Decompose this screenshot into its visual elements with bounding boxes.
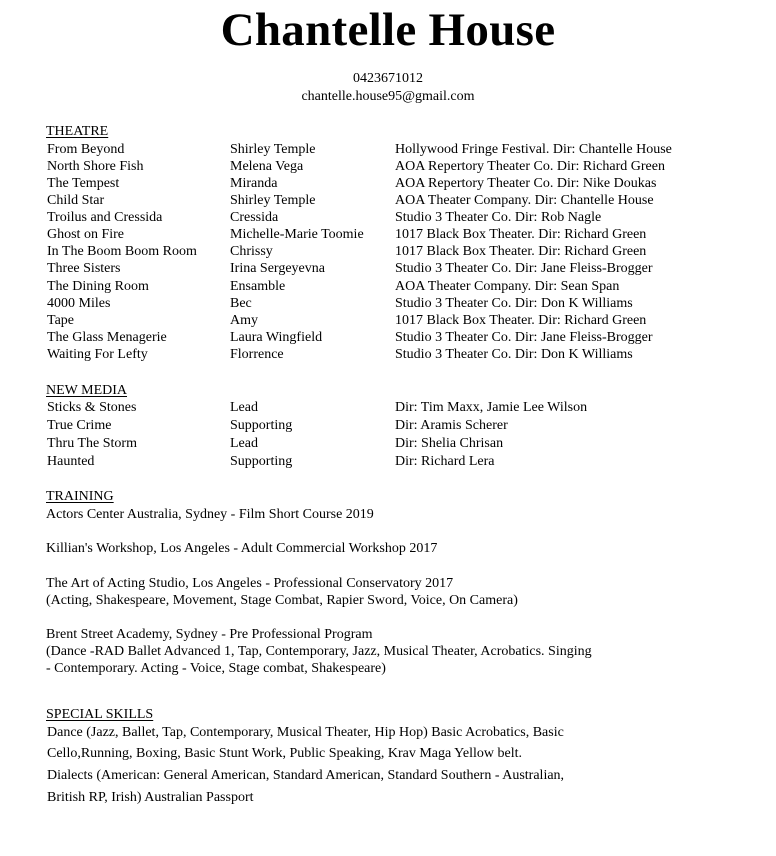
role: Irina Sergeyevna xyxy=(230,261,325,276)
company-director: AOA Repertory Theater Co. Dir: Nike Doukas xyxy=(395,176,657,191)
company-director: 1017 Black Box Theater. Dir: Richard Green xyxy=(395,244,647,259)
company-director: 1017 Black Box Theater. Dir: Richard Green xyxy=(395,313,647,328)
role: Lead xyxy=(230,400,258,415)
theatre-row xyxy=(0,209,776,226)
role: Miranda xyxy=(230,176,278,191)
actor-name: Chantelle House xyxy=(220,4,556,56)
company-director: Hollywood Fringe Festival. Dir: Chantelle House xyxy=(395,142,672,157)
phone-number: 0423671012 xyxy=(353,71,423,86)
production-title: Child Star xyxy=(47,193,105,208)
role: Supporting xyxy=(230,418,293,433)
production-title: Ghost on Fire xyxy=(47,227,124,242)
company-director: Studio 3 Theater Co. Dir: Don K Williams xyxy=(395,347,633,362)
role: Shirley Temple xyxy=(230,142,316,157)
theatre-row xyxy=(0,295,776,312)
theatre-row xyxy=(0,346,776,363)
skills-line: Dialects (American: General American, Standard American, Standard Southern - Australian, xyxy=(47,768,565,783)
role: Melena Vega xyxy=(230,159,304,174)
role: Ensamble xyxy=(230,279,286,294)
company-director: Studio 3 Theater Co. Dir: Jane Fleiss-Brogger xyxy=(395,330,653,345)
new-media-row xyxy=(0,399,776,417)
production-title: True Crime xyxy=(47,418,112,433)
skills-line: Cello,Running, Boxing, Basic Stunt Work, Public Speaking, Krav Maga Yellow belt. xyxy=(47,746,522,761)
theatre-row xyxy=(0,243,776,260)
company-director: Studio 3 Theater Co. Dir: Jane Fleiss-Brogger xyxy=(395,261,653,276)
role: Lead xyxy=(230,436,258,451)
production-title: Tape xyxy=(47,313,75,328)
new-media-row xyxy=(0,417,776,435)
theatre-row xyxy=(0,175,776,192)
production-title: North Shore Fish xyxy=(47,159,144,174)
production-title: Haunted xyxy=(47,454,95,469)
production-title: The Dining Room xyxy=(47,279,149,294)
role: Supporting xyxy=(230,454,293,469)
role: Amy xyxy=(230,313,258,328)
theatre-row xyxy=(0,226,776,243)
production-title: The Tempest xyxy=(47,176,120,191)
production-title: Sticks & Stones xyxy=(47,400,137,415)
email-address: chantelle.house95@gmail.com xyxy=(301,89,475,104)
theatre-row xyxy=(0,312,776,329)
theatre-row xyxy=(0,141,776,158)
theatre-row xyxy=(0,278,776,295)
production-title: 4000 Miles xyxy=(47,296,111,311)
new-media-row xyxy=(0,435,776,453)
role: Bec xyxy=(230,296,252,311)
director: Dir: Aramis Scherer xyxy=(395,418,508,433)
theatre-row xyxy=(0,260,776,277)
skills-line: British RP, Irish) Australian Passport xyxy=(47,790,254,805)
skills-line: Dance (Jazz, Ballet, Tap, Contemporary, Musical Theater, Hip Hop) Basic Acrobatics, Basic xyxy=(47,725,564,740)
role: Michelle-Marie Toomie xyxy=(230,227,364,242)
training-entry: Actors Center Australia, Sydney - Film Short Course 2019 xyxy=(46,507,374,522)
production-title: Waiting For Lefty xyxy=(47,347,148,362)
theatre-heading: THEATRE xyxy=(46,124,109,139)
training-entry: Brent Street Academy, Sydney - Pre Professional Program xyxy=(46,627,373,642)
production-title: Thru The Storm xyxy=(47,436,137,451)
training-entry: Killian's Workshop, Los Angeles - Adult Commercial Workshop 2017 xyxy=(46,541,438,556)
role: Shirley Temple xyxy=(230,193,316,208)
new-media-heading: NEW MEDIA xyxy=(46,383,128,398)
training-entry: The Art of Acting Studio, Los Angeles - Professional Conservatory 2017 xyxy=(46,576,454,591)
company-director: Studio 3 Theater Co. Dir: Rob Nagle xyxy=(395,210,602,225)
role: Chrissy xyxy=(230,244,273,259)
theatre-row xyxy=(0,158,776,175)
company-director: Studio 3 Theater Co. Dir: Don K Williams xyxy=(395,296,633,311)
director: Dir: Richard Lera xyxy=(395,454,495,469)
production-title: The Glass Menagerie xyxy=(47,330,167,345)
role: Cressida xyxy=(230,210,279,225)
director: Dir: Shelia Chrisan xyxy=(395,436,504,451)
company-director: AOA Theater Company. Dir: Chantelle House xyxy=(395,193,654,208)
training-entry-detail: - Contemporary. Acting - Voice, Stage combat, Shakespeare) xyxy=(46,661,386,676)
role: Florrence xyxy=(230,347,284,362)
director: Dir: Tim Maxx, Jamie Lee Wilson xyxy=(395,400,588,415)
training-entry-detail: (Dance -RAD Ballet Advanced 1, Tap, Contemporary, Jazz, Musical Theater, Acrobatics. Singing xyxy=(46,644,592,659)
theatre-row xyxy=(0,329,776,346)
new-media-row xyxy=(0,453,776,471)
production-title: In The Boom Boom Room xyxy=(47,244,197,259)
company-director: 1017 Black Box Theater. Dir: Richard Green xyxy=(395,227,647,242)
role: Laura Wingfield xyxy=(230,330,323,345)
special-skills-heading: SPECIAL SKILLS xyxy=(46,707,154,722)
production-title: From Beyond xyxy=(47,142,125,157)
training-entry-detail: (Acting, Shakespeare, Movement, Stage Combat, Rapier Sword, Voice, On Camera) xyxy=(46,593,518,608)
theatre-row xyxy=(0,192,776,209)
production-title: Three Sisters xyxy=(47,261,121,276)
company-director: AOA Repertory Theater Co. Dir: Richard Green xyxy=(395,159,665,174)
production-title: Troilus and Cressida xyxy=(47,210,163,225)
company-director: AOA Theater Company. Dir: Sean Span xyxy=(395,279,620,294)
training-heading: TRAINING xyxy=(46,489,114,504)
